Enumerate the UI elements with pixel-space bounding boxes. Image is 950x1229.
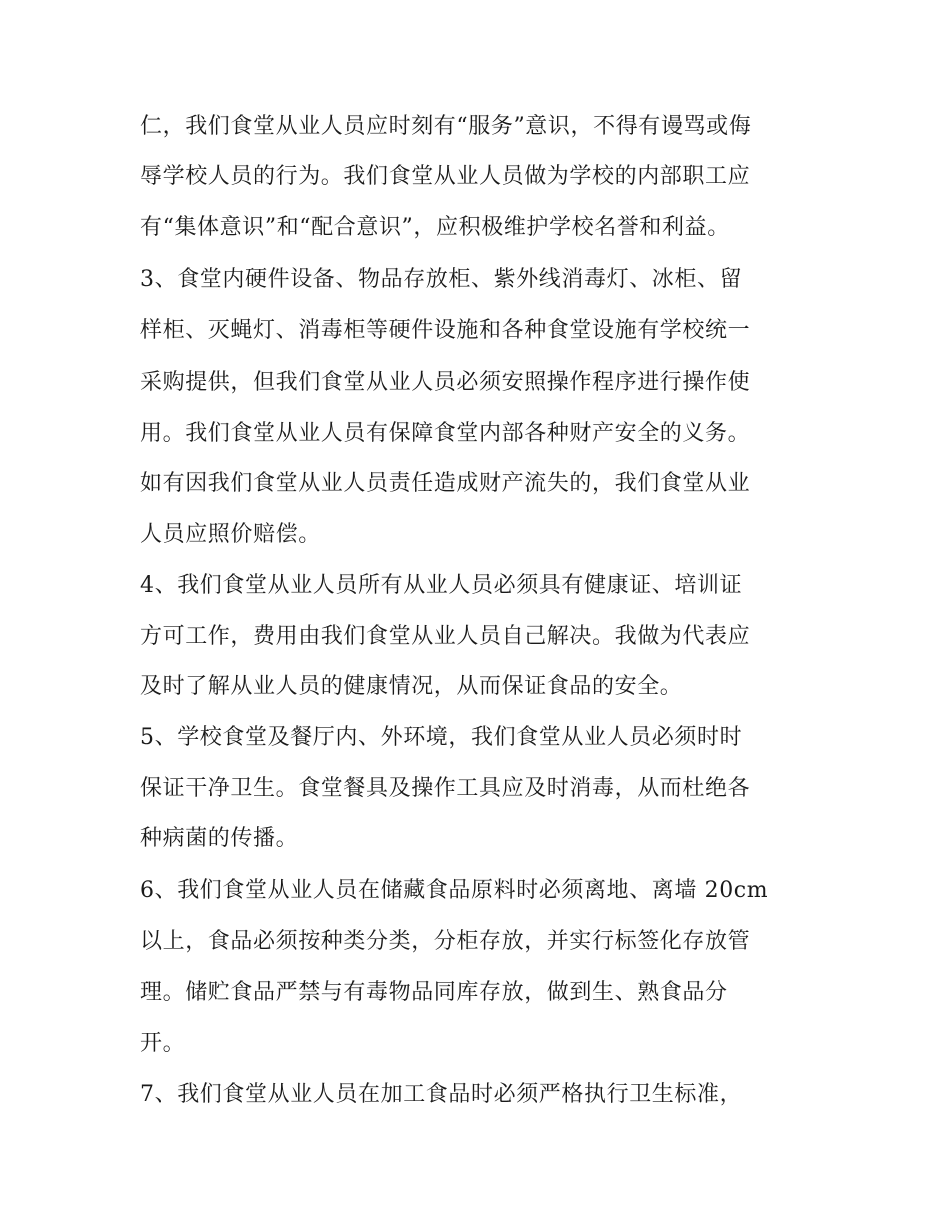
text-line: 理。储贮食品严禁与有毒物品同库存放，做到生、熟食品分: [140, 980, 728, 1005]
text-line: 及时了解从业人员的健康情况，从而保证食品的安全。: [140, 674, 683, 699]
text-line: 用。我们食堂从业人员有保障食堂内部各种财产安全的义务。: [140, 421, 751, 446]
text-line: 6、我们食堂从业人员在储藏食品原料时必须离地、离墙 20cm: [140, 878, 769, 903]
text-line: 7、我们食堂从业人员在加工食品时必须严格执行卫生标准，: [140, 1082, 743, 1107]
text-line: 方可工作，费用由我们食堂从业人员自己解决。我做为代表应: [140, 624, 751, 649]
text-line: 3、食堂内硬件设备、物品存放柜、紫外线消毒灯、冰柜、留: [140, 267, 743, 292]
text-line: 4、我们食堂从业人员所有从业人员必须具有健康证、培训证: [140, 573, 743, 598]
text-line: 保证干净卫生。食堂餐具及操作工具应及时消毒，从而杜绝各: [140, 776, 751, 801]
text-line: 以上，食品必须按种类分类，分柜存放，并实行标签化存放管: [140, 929, 751, 954]
text-line: 5、学校食堂及餐厅内、外环境，我们食堂从业人员必须时时: [140, 725, 743, 750]
text-line: 种病菌的传播。: [140, 826, 299, 851]
text-line: 开。: [140, 1031, 186, 1056]
text-line: 仁，我们食堂从业人员应时刻有“服务”意识，不得有谩骂或侮: [140, 114, 752, 139]
text-line: 如有因我们食堂从业人员责任造成财产流失的，我们食堂从业: [140, 471, 751, 496]
text-line: 采购提供，但我们食堂从业人员必须安照操作程序进行操作使: [140, 370, 751, 395]
text-line: 人员应照价赔偿。: [140, 522, 321, 547]
text-line: 有“集体意识”和“配合意识”，应积极维护学校名誉和利益。: [140, 215, 730, 240]
text-line: 样柜、灭蝇灯、消毒柜等硬件设施和各种食堂设施有学校统一: [140, 318, 751, 343]
text-line: 辱学校人员的行为。我们食堂从业人员做为学校的内部职工应: [140, 164, 751, 189]
